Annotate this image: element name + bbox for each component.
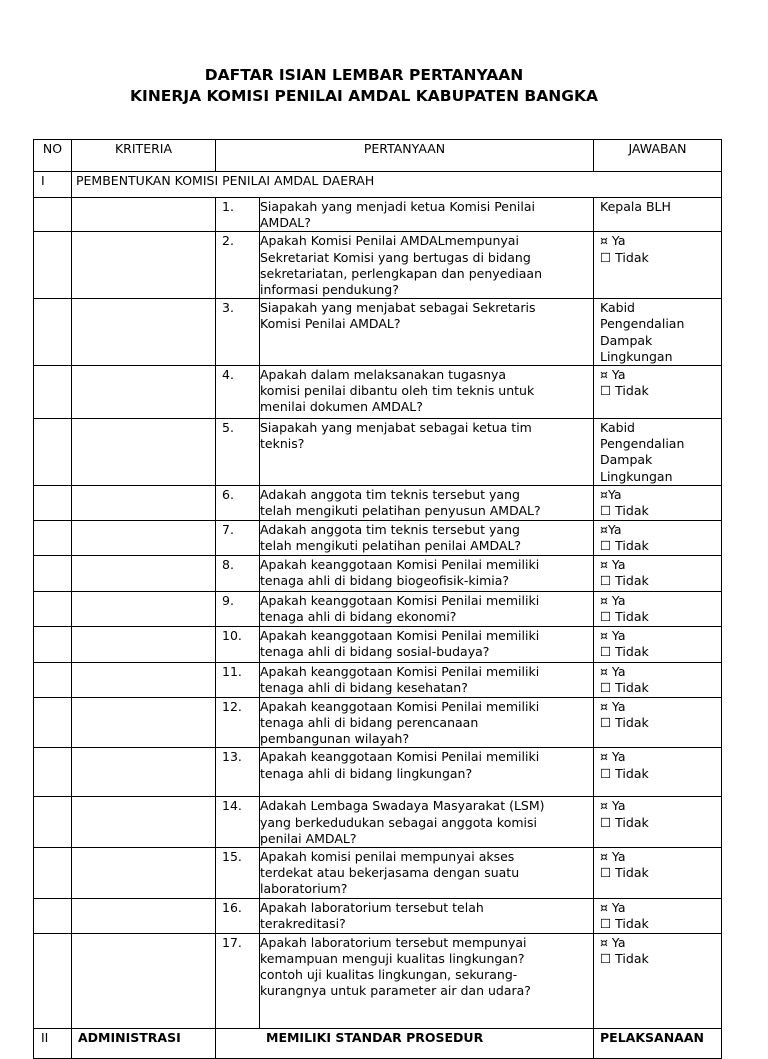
row-kriteria-cell [72, 555, 216, 591]
row-kriteria-cell [72, 697, 216, 748]
answer-text: ¤ Ya ☐ Tidak [594, 898, 722, 933]
question-text: Siapakah yang menjabat sebagai ketua tim teknis? [260, 419, 594, 486]
row-no-cell [34, 697, 72, 748]
row-no-cell [34, 748, 72, 797]
question-number: 17. [216, 933, 260, 1028]
row-no-cell [34, 933, 72, 1028]
question-text: Apakah komisi penilai mempunyai akses terdekat atau bekerjasama dengan suatu laboratorium? [260, 848, 594, 899]
section-answer: PELAKSANAAN [594, 1028, 722, 1058]
header-no: NO [34, 140, 72, 172]
question-number: 6. [216, 485, 260, 520]
row-kriteria-cell [72, 520, 216, 555]
question-text: Apakah keanggotaan Komisi Penilai memiliki tenaga ahli di bidang sosial-budaya? [260, 626, 594, 662]
question-text: Apakah keanggotaan Komisi Penilai memiliki tenaga ahli di bidang perencanaan pembangunan wilayah? [260, 697, 594, 748]
question-text: Apakah laboratorium tersebut telah terakreditasi? [260, 898, 594, 933]
question-number: 5. [216, 419, 260, 486]
table-row [34, 555, 722, 591]
question-number: 13. [216, 748, 260, 797]
table-row [34, 366, 722, 419]
question-text: Apakah keanggotaan Komisi Penilai memiliki tenaga ahli di bidang lingkungan? [260, 748, 594, 797]
question-text: Apakah keanggotaan Komisi Penilai memiliki tenaga ahli di bidang kesehatan? [260, 662, 594, 697]
table-row [34, 520, 722, 555]
answer-text: Kabid Pengendalian Dampak Lingkungan [594, 299, 722, 366]
row-no-cell [34, 555, 72, 591]
question-text: Apakah dalam melaksanakan tugasnya komisi penilai dibantu oleh tim teknis untuk menilai dokumen AMDAL? [260, 366, 594, 419]
question-number: 11. [216, 662, 260, 697]
question-number: 12. [216, 697, 260, 748]
row-kriteria-cell [72, 198, 216, 232]
question-number: 4. [216, 366, 260, 419]
answer-text: Kepala BLH [594, 198, 722, 232]
answer-text: ¤ Ya ☐ Tidak [594, 697, 722, 748]
header-kriteria: KRITERIA [72, 140, 216, 172]
question-number: 14. [216, 797, 260, 848]
question-text: Apakah laboratorium tersebut mempunyai kemampuan menguji kualitas lingkungan? contoh uji kualitas lingkungan, sekurang- kurangnya untuk parameter air dan udara? [260, 933, 594, 1028]
row-no-cell [34, 366, 72, 419]
table-row [34, 485, 722, 520]
question-text: Siapakah yang menjabat sebagai Sekretaris Komisi Penilai AMDAL? [260, 299, 594, 366]
table-row [34, 419, 722, 486]
answer-text: Kabid Pengendalian Dampak Lingkungan [594, 419, 722, 486]
row-kriteria-cell [72, 419, 216, 486]
row-kriteria-cell [72, 748, 216, 797]
row-kriteria-cell [72, 232, 216, 299]
table-row [34, 748, 722, 797]
header-pertanyaan: PERTANYAAN [216, 140, 594, 172]
section-row [34, 172, 722, 198]
row-kriteria-cell [72, 898, 216, 933]
section-title: PEMBENTUKAN KOMISI PENILAI AMDAL DAERAH [72, 172, 722, 198]
row-kriteria-cell [72, 366, 216, 419]
section-row [34, 1028, 722, 1058]
question-text: Apakah keanggotaan Komisi Penilai memiliki tenaga ahli di bidang ekonomi? [260, 591, 594, 626]
section-number: I [34, 172, 72, 198]
header-jawaban: JAWABAN [594, 140, 722, 172]
row-no-cell [34, 232, 72, 299]
answer-text: ¤ Ya ☐ Tidak [594, 626, 722, 662]
answer-text: ¤ Ya ☐ Tidak [594, 232, 722, 299]
table-row [34, 848, 722, 899]
row-kriteria-cell [72, 591, 216, 626]
question-text: Adakah anggota tim teknis tersebut yang telah mengikuti pelatihan penilai AMDAL? [260, 520, 594, 555]
row-kriteria-cell [72, 662, 216, 697]
row-kriteria-cell [72, 626, 216, 662]
table-row [34, 662, 722, 697]
section-number: II [34, 1028, 72, 1058]
table-row [34, 797, 722, 848]
section-question: MEMILIKI STANDAR PROSEDUR [216, 1028, 594, 1058]
question-text: Siapakah yang menjadi ketua Komisi Penilai AMDAL? [260, 198, 594, 232]
table-row [34, 591, 722, 626]
row-kriteria-cell [72, 797, 216, 848]
table-row [34, 933, 722, 1028]
row-kriteria-cell [72, 299, 216, 366]
section-title: ADMINISTRASI [72, 1028, 216, 1058]
answer-text: ¤Ya ☐ Tidak [594, 520, 722, 555]
answer-text: ¤ Ya ☐ Tidak [594, 591, 722, 626]
row-kriteria-cell [72, 485, 216, 520]
question-number: 3. [216, 299, 260, 366]
question-text: Apakah keanggotaan Komisi Penilai memiliki tenaga ahli di bidang biogeofisik-kimia? [260, 555, 594, 591]
row-no-cell [34, 520, 72, 555]
questionnaire-table [33, 139, 722, 1059]
answer-text: ¤ Ya ☐ Tidak [594, 366, 722, 419]
row-no-cell [34, 485, 72, 520]
row-no-cell [34, 626, 72, 662]
question-number: 7. [216, 520, 260, 555]
question-number: 9. [216, 591, 260, 626]
answer-text: ¤ Ya ☐ Tidak [594, 555, 722, 591]
answer-text: ¤ Ya ☐ Tidak [594, 748, 722, 797]
row-no-cell [34, 662, 72, 697]
row-no-cell [34, 797, 72, 848]
question-number: 16. [216, 898, 260, 933]
table-row [34, 626, 722, 662]
question-text: Adakah Lembaga Swadaya Masyarakat (LSM) yang berkedudukan sebagai anggota komisi penilai AMDAL? [260, 797, 594, 848]
row-no-cell [34, 591, 72, 626]
answer-text: ¤ Ya ☐ Tidak [594, 848, 722, 899]
row-no-cell [34, 898, 72, 933]
row-kriteria-cell [72, 933, 216, 1028]
question-text: Adakah anggota tim teknis tersebut yang telah mengikuti pelatihan penyusun AMDAL? [260, 485, 594, 520]
row-no-cell [34, 419, 72, 486]
table-row [34, 198, 722, 232]
question-number: 2. [216, 232, 260, 299]
table-row [34, 697, 722, 748]
table-row [34, 232, 722, 299]
table-row [34, 299, 722, 366]
row-no-cell [34, 299, 72, 366]
document-title: DAFTAR ISIAN LEMBAR PERTANYAAN [204, 66, 524, 84]
answer-text: ¤ Ya ☐ Tidak [594, 933, 722, 1028]
document-subtitle: KINERJA KOMISI PENILAI AMDAL KABUPATEN BANGKA [130, 87, 598, 105]
row-no-cell [34, 848, 72, 899]
question-number: 8. [216, 555, 260, 591]
question-number: 1. [216, 198, 260, 232]
answer-text: ¤ Ya ☐ Tidak [594, 662, 722, 697]
question-text: Apakah Komisi Penilai AMDALmempunyai Sekretariat Komisi yang bertugas di bidang sekretariatan, perlengkapan dan penyediaan informasi pendukung? [260, 232, 594, 299]
answer-text: ¤Ya ☐ Tidak [594, 485, 722, 520]
answer-text: ¤ Ya ☐ Tidak [594, 797, 722, 848]
question-number: 10. [216, 626, 260, 662]
row-no-cell [34, 198, 72, 232]
row-kriteria-cell [72, 848, 216, 899]
header-row [34, 140, 722, 172]
question-number: 15. [216, 848, 260, 899]
table-row [34, 898, 722, 933]
